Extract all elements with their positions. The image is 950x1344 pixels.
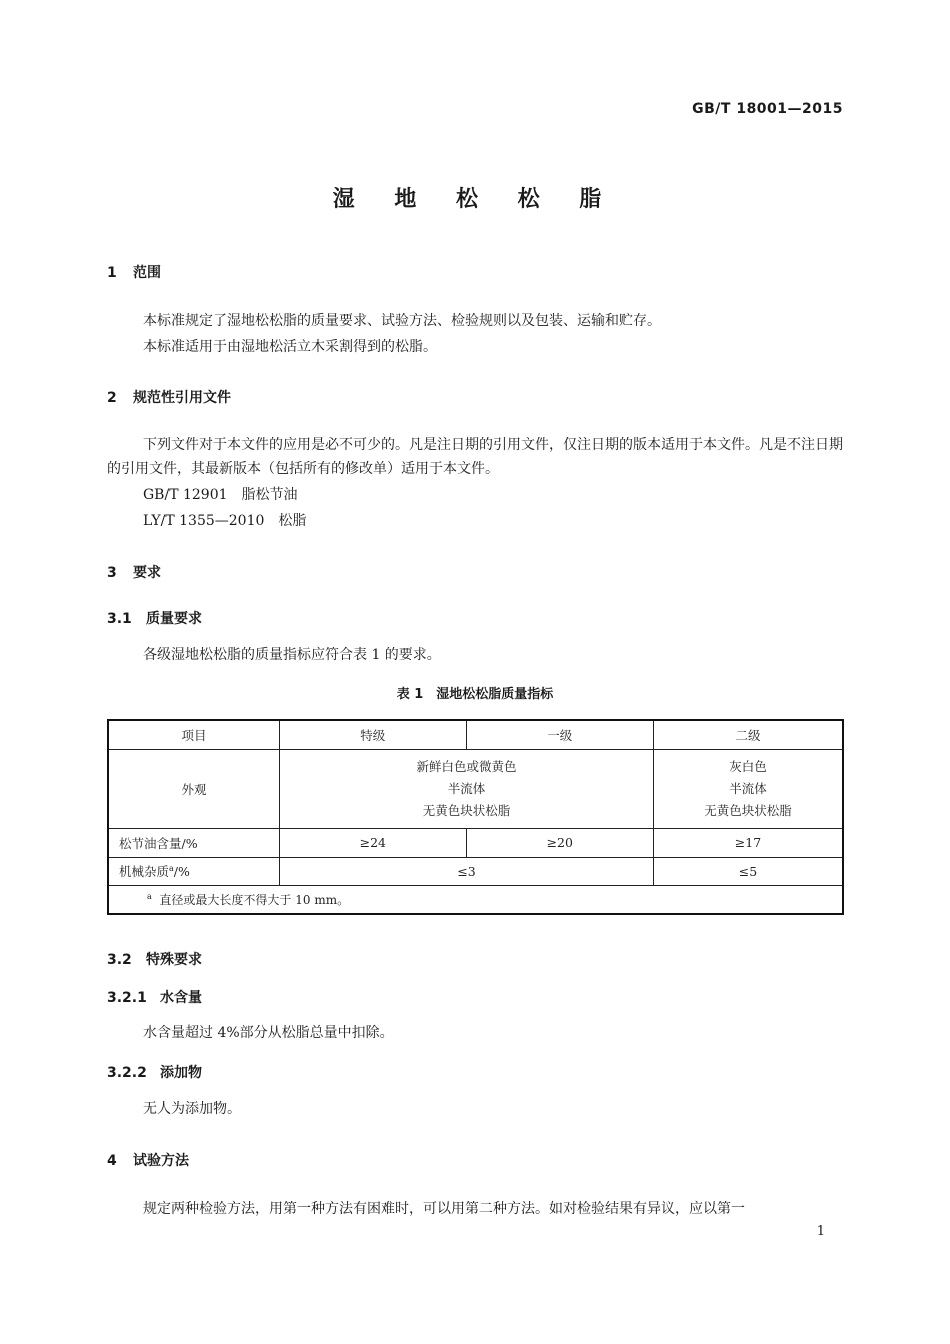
footnote-ref: a: [169, 863, 174, 873]
reference-item: LY/T 1355—2010 松脂: [143, 513, 307, 529]
cell-value: ≤3: [280, 857, 654, 885]
table-row: [108, 828, 843, 857]
cell-value: ≥17: [654, 828, 844, 857]
cell-line: 无黄色块状松脂: [422, 802, 511, 818]
row-label: [108, 857, 280, 885]
label-unit: /%: [173, 864, 190, 879]
label-text: 机械杂质: [119, 864, 170, 879]
header-first: 一级: [466, 720, 653, 749]
cell-value: ≥24: [280, 828, 466, 857]
quality-table: [107, 719, 844, 915]
appearance-grade-12: [280, 749, 654, 828]
appearance-grade-3: [654, 749, 844, 828]
section-title: 范围: [133, 265, 161, 281]
section-number: 3.2: [107, 952, 132, 968]
paragraph: 无人为添加物。: [143, 1101, 241, 1117]
page-number: 1: [816, 1224, 825, 1239]
section-3-heading: [107, 562, 161, 582]
cell-line: 灰白色: [729, 758, 767, 774]
cell-line: 新鲜白色或微黄色: [416, 758, 517, 774]
section-number: 2: [107, 390, 117, 406]
standard-code: GB/T 18001—2015: [692, 101, 843, 117]
footnote-text: 直径或最大长度不得大于 10 mm。: [159, 892, 350, 907]
cell-value: ≥20: [466, 828, 653, 857]
section-title: 特殊要求: [146, 952, 202, 968]
table-header-row: [108, 720, 843, 749]
table-note: [108, 885, 843, 914]
table-row: [108, 857, 843, 885]
row-label: 外观: [108, 749, 280, 828]
header-special: 特级: [280, 720, 466, 749]
section-3-2-2-heading: [107, 1062, 202, 1082]
section-4-heading: [107, 1150, 189, 1170]
footnote-marker: a: [147, 891, 152, 901]
document-title: 湿 地 松 松 脂: [332, 187, 618, 212]
header-second: 二级: [654, 720, 844, 749]
section-title: 质量要求: [146, 611, 202, 627]
section-number: 4: [107, 1153, 117, 1169]
paragraph: 各级湿地松松脂的质量指标应符合表 1 的要求。: [143, 647, 441, 663]
table-row: [108, 749, 843, 828]
cell-value: ≤5: [654, 857, 844, 885]
section-title: 添加物: [160, 1065, 202, 1081]
paragraph: 下列文件对于本文件的应用是必不可少的。凡是注日期的引用文件，仅注日期的版本适用于本文件。凡是不注日期的引用文件，其最新版本（包括所有的修改单）适用于本文件。: [107, 437, 843, 477]
header-item: 项目: [108, 720, 280, 749]
section-3-2-1-heading: [107, 987, 202, 1007]
section-number: 3.2.2: [107, 1065, 147, 1081]
cell-line: 半流体: [729, 780, 767, 796]
reference-item: GB/T 12901 脂松节油: [143, 487, 298, 503]
cell-line: 半流体: [447, 780, 486, 796]
section-3-1-heading: [107, 608, 202, 628]
paragraph: 本标准规定了湿地松松脂的质量要求、试验方法、检验规则以及包装、运输和贮存。: [143, 313, 661, 329]
section-number: 3.1: [107, 611, 132, 627]
paragraph: 水含量超过 4%部分从松脂总量中扣除。: [143, 1025, 394, 1041]
paragraph: 本标准适用于由湿地松活立木采割得到的松脂。: [143, 339, 437, 355]
section-title: 水含量: [160, 990, 202, 1006]
section-1-heading: [107, 262, 161, 282]
paragraph: 规定两种检验方法，用第一种方法有困难时，可以用第二种方法。如对检验结果有异议，应以第一: [143, 1201, 745, 1217]
section-title: 规范性引用文件: [133, 390, 231, 406]
section-number: 1: [107, 265, 117, 281]
section-title: 试验方法: [133, 1153, 189, 1169]
section-2-heading: [107, 387, 231, 407]
section-title: 要求: [133, 565, 161, 581]
section-number: 3.2.1: [107, 990, 147, 1006]
row-label: 松节油含量/%: [108, 828, 280, 857]
table-note-row: [108, 885, 843, 914]
table-caption: 表 1 湿地松松脂质量指标: [396, 687, 554, 702]
section-3-2-heading: [107, 949, 202, 969]
section-number: 3: [107, 565, 117, 581]
cell-line: 无黄色块状松脂: [704, 802, 792, 818]
